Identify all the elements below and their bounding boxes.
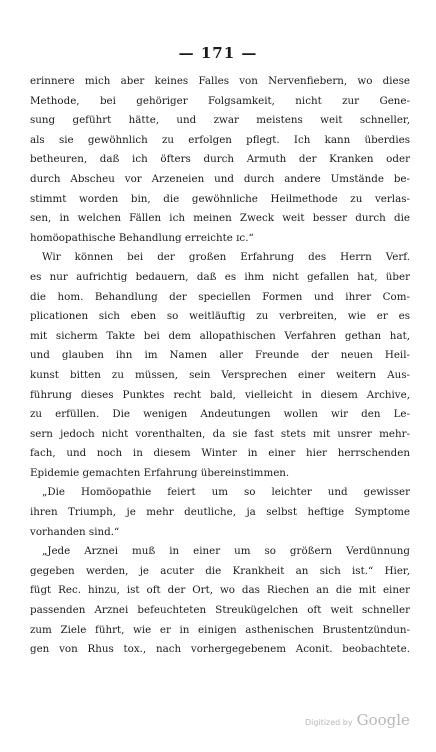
text-line: sern jedoch nicht vorenthalten, da sie fast stets mit unsrer mehr- (30, 427, 410, 440)
text-line: durch Abscheu vor Arzeneien und durch andere Umstände be- (30, 172, 410, 185)
text-line: fügt Rec. hinzu, ist oft der Ort, wo das Riechen an die mit einer (30, 584, 410, 597)
text-line: Methode, bei gehöriger Folgsamkeit, nicht zur Gene- (30, 94, 410, 107)
text-line: plicationen sich eben so weitläuftig zu verbreiten, wie er es (30, 310, 410, 323)
text-line: Wir können bei der großen Erfahrung des Herrn Verf. (42, 251, 410, 264)
text-line: fach, und noch in diesem Winter in einer hier herrschenden (30, 447, 410, 460)
text-line: homöopathische Behandlung erreichte ɪc.“ (30, 231, 254, 244)
text-line: mit sicherm Takte bei dem allopathischen Verfahren gethan hat, (30, 329, 410, 342)
watermark-prefix: Digitized by (305, 718, 353, 727)
text-line: erinnere mich aber keines Falles von Nervenfiebern, wo diese (30, 75, 410, 87)
text-line: zu erfüllen. Die wenigen Andeutungen wollen wir den Le- (30, 408, 410, 421)
text-line: stimmt worden bin, die gewöhnliche Heilmethode zu verlas- (30, 192, 410, 205)
text-line: und glauben ihn im Namen aller Freunde der neuen Heil- (30, 349, 410, 362)
text-line: „Jede Arznei muß in einer um so größern Verdünnung (42, 545, 410, 558)
text-line: „Die Homöopathie feiert um so leichter und gewisser (42, 486, 410, 499)
text-line: sung geführt hätte, und zwar meistens weit schneller, (30, 114, 410, 127)
page-number: — 171 — (178, 44, 258, 62)
text-line: passenden Arznei befeuchteten Streukügelchen oft weit schneller (30, 604, 410, 617)
text-line: zum Ziele führt, wie er in einigen asthenischen Brustentzündun- (30, 623, 410, 636)
text-line: sen, in welchen Fällen ich meinen Zweck weit besser durch die (30, 212, 410, 225)
text-line: die hom. Behandlung der speciellen Formen und ihrer Com- (30, 290, 410, 303)
digitized-watermark (305, 710, 410, 729)
text-line: es nur aufrichtig bedauern, daß es ihm nicht gefallen hat, über (30, 270, 410, 283)
text-line: als sie gewöhnlich zu erfolgen pflegt. Ich kann überdies (30, 133, 410, 146)
google-logo: Google (356, 711, 410, 729)
text-line: Epidemie gemachten Erfahrung übereinstimmen. (30, 466, 290, 479)
text-line: gegeben werden, je acuter die Krankheit an sich ist.“ Hier, (30, 564, 410, 577)
text-line: führung dieses Punktes recht bald, vielleicht in diesem Archive, (30, 388, 410, 401)
body-text (30, 72, 410, 660)
text-line: vorhanden sind.“ (30, 525, 120, 538)
text-line: gen von Rhus tox., nach vorhergegebenem Aconit. beobachtete. (30, 643, 410, 656)
text-line: betheuren, daß ich öfters durch Armuth der Kranken oder (30, 153, 410, 166)
text-line: ihren Triumph, je mehr deutliche, ja selbst heftige Symptome (30, 506, 410, 519)
text-line: kunst bitten zu müssen, sein Versprechen einer weitern Aus- (30, 368, 410, 381)
